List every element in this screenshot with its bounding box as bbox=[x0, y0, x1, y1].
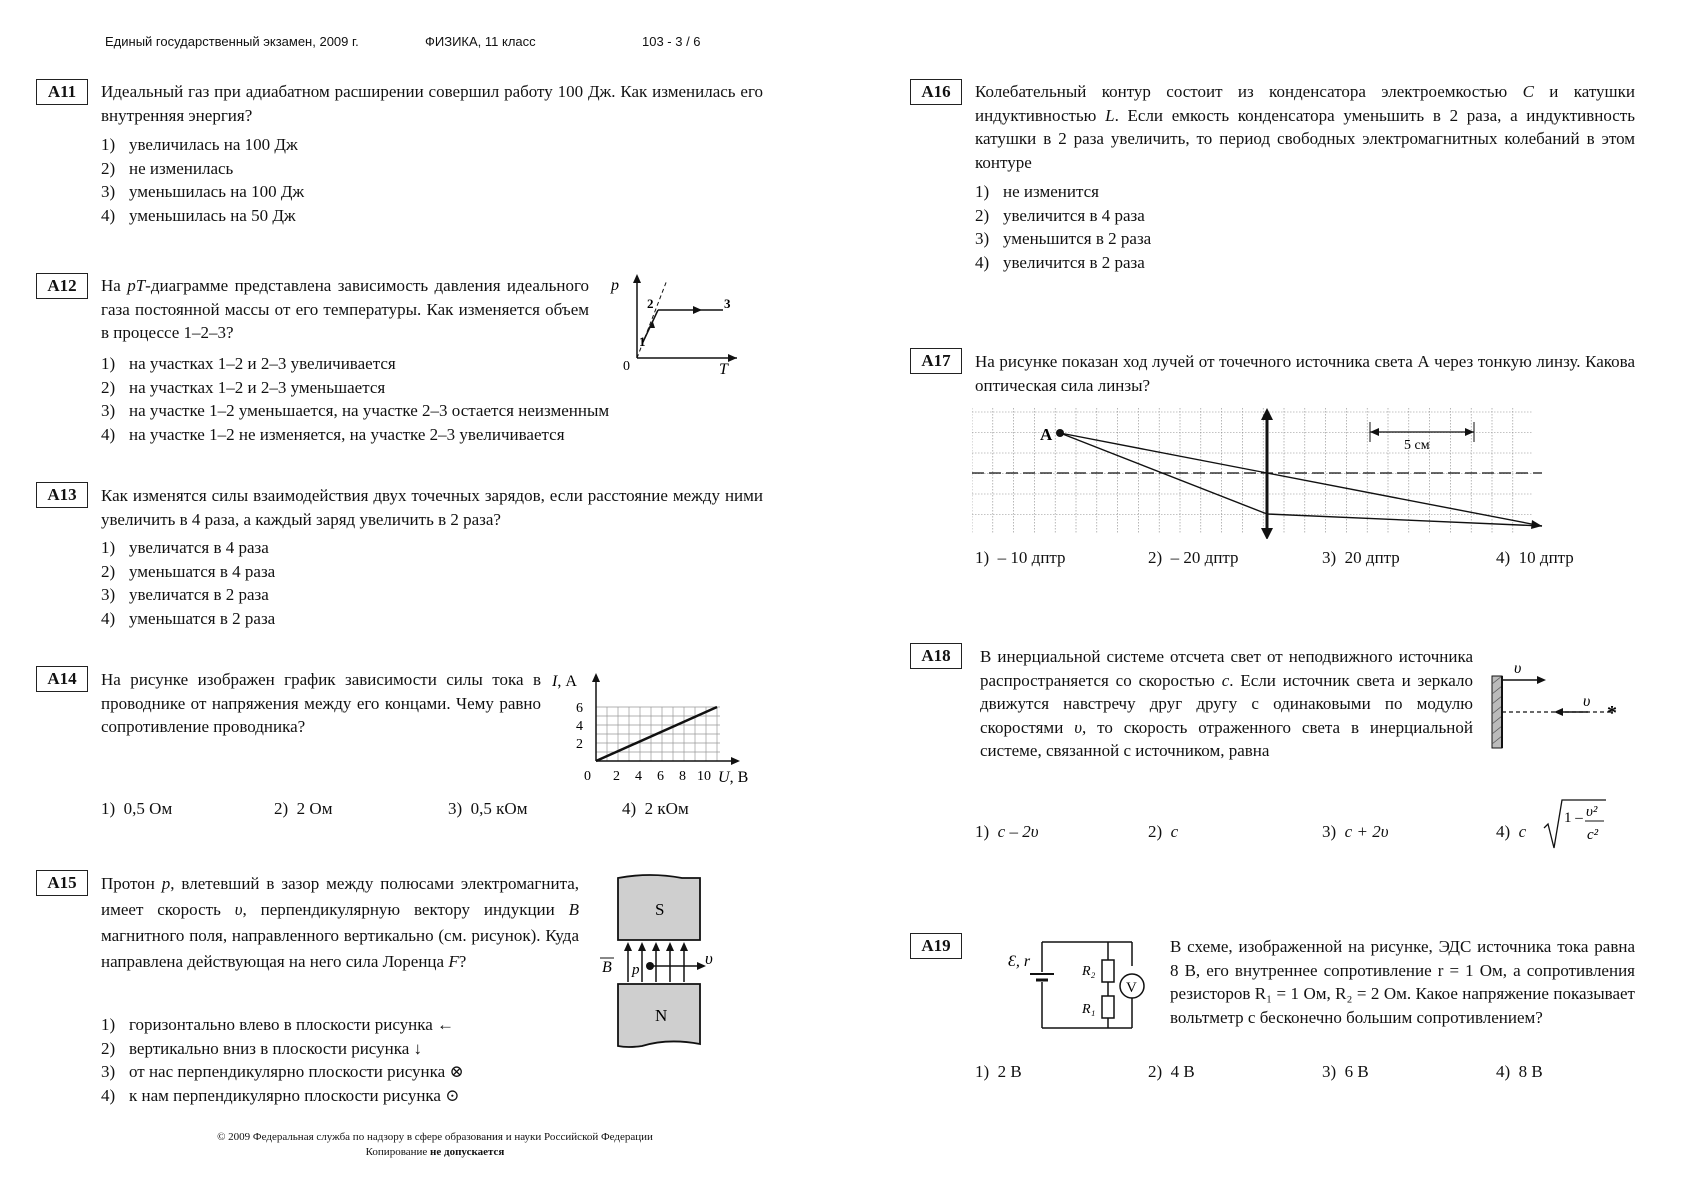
tick-label: 8 bbox=[679, 769, 686, 784]
option[interactable]: 3) c + 2υ bbox=[1322, 822, 1389, 841]
option[interactable]: 3) 20 дптр bbox=[1322, 548, 1400, 567]
option[interactable]: 2) 2 Ом bbox=[274, 799, 333, 818]
question-text: На рисунке показан ход лучей от точечного источника света А через тонкую линзу. Какова оптическая сила линзы? bbox=[975, 352, 1635, 395]
option[interactable]: 4) c bbox=[1496, 822, 1527, 841]
voltmeter-label: V bbox=[1126, 980, 1137, 996]
tick-label: 2 bbox=[613, 769, 620, 784]
axis-label: U, В bbox=[718, 769, 749, 786]
subject-title: ФИЗИКА, 11 класс bbox=[425, 34, 536, 49]
option[interactable]: 1) 2 В bbox=[975, 1062, 1022, 1081]
option[interactable]: 3) 6 В bbox=[1322, 1062, 1369, 1081]
option[interactable]: 4) 8 В bbox=[1496, 1062, 1543, 1081]
resistor-label: R₁ bbox=[1082, 1002, 1096, 1017]
answer-options bbox=[101, 352, 609, 446]
mirror-figure bbox=[1488, 660, 1638, 755]
pt-diagram bbox=[605, 270, 745, 380]
question-text: На pT-диаграмме представлена зависимость давления идеального газа постоянной массы от его температуры. Как изменяется объем в процессе 1–2–3? bbox=[101, 276, 590, 342]
particle-label: p bbox=[632, 962, 640, 978]
question-text: Протон p, влетевший в зазор между полюсами электромагнита, имеет скорость υ, перпендикулярную вектору индукции B магнитного поля, направленного вертикально (см. рисунок). Куда направлена действующая на него сила Лоренца F? bbox=[101, 874, 580, 971]
option[interactable]: 4) увеличится в 2 раза bbox=[975, 252, 1145, 272]
question-text: На рисунке изображен график зависимости силы тока в проводнике от напряжения между его концами. Чему равно сопротивление проводника? bbox=[101, 670, 541, 736]
question-number: A12 bbox=[36, 273, 88, 299]
question-text: В инерциальной системе отсчета свет от неподвижного источника распространяется со скоростью c. Если источник света и зеркало движутся навстречу друг другу с одинаковыми по модулю скоростями υ, то скорость отраженного света в инерциальной системе, связанной с источником, равна bbox=[980, 647, 1473, 760]
option[interactable]: 2) увеличится в 4 раза bbox=[975, 205, 1145, 225]
option[interactable]: 4) на участке 1–2 не изменяется, на участке 2–3 увеличивается bbox=[101, 424, 565, 444]
copyright: © 2009 Федеральная служба по надзору в сфере образования и науки Российской Федерации Копирование не допускается bbox=[217, 1131, 653, 1158]
option[interactable]: 4) уменьшатся в 2 раза bbox=[101, 608, 276, 628]
velocity-label: υ bbox=[1514, 660, 1522, 677]
axis-label: I, А bbox=[552, 673, 577, 690]
question-number: A11 bbox=[36, 79, 88, 105]
axis-label: T bbox=[719, 361, 728, 378]
source-star: * bbox=[1607, 702, 1617, 724]
question-text: В схеме, изображенной на рисунке, ЭДС источника тока равна 8 В, его внутреннее сопротивление r = 1 Ом, а сопротивления резисторов R₁ = 1 Ом, R₂ = 2 Ом. Какое напряжение показывает вольтметр с бесконечно большим сопротивлением? bbox=[1170, 937, 1635, 1027]
tick-label: 2 bbox=[576, 737, 583, 752]
option[interactable]: 1) c – 2υ bbox=[975, 822, 1039, 841]
option[interactable]: 3) уменьшится в 2 раза bbox=[975, 229, 1152, 248]
question-text: Колебательный контур состоит из конденсатора электроемкостью C и катушки индуктивностью L. Если емкость конденсатора уменьшить в 2 раза, а индуктивность катушки в 2 раза увеличить, то период свободных электромагнитных колебаний в этом контуре bbox=[975, 82, 1635, 172]
option[interactable]: 4) уменьшилась на 50 Дж bbox=[101, 205, 296, 225]
circuit-diagram bbox=[1000, 930, 1160, 1035]
option[interactable]: 1) горизонтально влево в плоскости рисунка ← bbox=[101, 1015, 455, 1034]
pole-label: N bbox=[655, 1006, 668, 1025]
option[interactable]: 3) увеличатся в 2 раза bbox=[101, 585, 269, 604]
question-number: A13 bbox=[36, 482, 88, 508]
option[interactable]: 2) на участках 1–2 и 2–3 уменьшается bbox=[101, 377, 386, 397]
option[interactable]: 3) на участке 1–2 уменьшается, на участке 2–3 остается неизменным bbox=[101, 401, 610, 420]
lens-figure bbox=[972, 404, 1547, 539]
svg-text:c²: c² bbox=[1587, 827, 1599, 843]
resistor-label: R₂ bbox=[1082, 964, 1096, 979]
tick-label: 6 bbox=[657, 769, 664, 784]
iu-graph bbox=[550, 664, 765, 792]
option[interactable]: 3) от нас перпендикулярно плоскости рисунка ⊗ bbox=[101, 1062, 464, 1081]
question-number: A18 bbox=[910, 643, 962, 669]
relativistic-formula bbox=[1540, 794, 1610, 854]
option[interactable]: 1) не изменится bbox=[975, 182, 1099, 201]
vector-label: B bbox=[602, 959, 612, 976]
question-number: A16 bbox=[910, 79, 962, 105]
option[interactable]: 2) уменьшатся в 4 раза bbox=[101, 561, 276, 581]
axis-label: p bbox=[611, 277, 619, 294]
question-number: A19 bbox=[910, 933, 962, 959]
origin-label: 0 bbox=[584, 769, 591, 784]
point-label: 3 bbox=[724, 296, 731, 311]
velocity-label: υ bbox=[1583, 693, 1591, 710]
exam-title: Единый государственный экзамен, 2009 г. bbox=[105, 34, 359, 49]
question-text: Идеальный газ при адиабатном расширении совершил работу 100 Дж. Как изменилась его внутренняя энергия? bbox=[101, 82, 763, 125]
electromagnet-figure bbox=[598, 874, 728, 1049]
question-number: A15 bbox=[36, 870, 88, 896]
question-number: A17 bbox=[910, 348, 962, 374]
source-label: А bbox=[1040, 425, 1053, 444]
answer-options bbox=[975, 180, 1151, 274]
option[interactable]: 1) на участках 1–2 и 2–3 увеличивается bbox=[101, 354, 396, 373]
option[interactable]: 2) c bbox=[1148, 822, 1179, 841]
option[interactable]: 1) увеличатся в 4 раза bbox=[101, 538, 269, 557]
question-text: Как изменятся силы взаимодействия двух точечных зарядов, если расстояние между ними увеличить в 4 раза, а каждый заряд увеличить в 2 раза? bbox=[101, 486, 763, 529]
option[interactable]: 4) к нам перпендикулярно плоскости рисунка ⊙ bbox=[101, 1085, 460, 1105]
option[interactable]: 2) не изменилась bbox=[101, 158, 234, 178]
svg-text:υ²: υ² bbox=[1586, 804, 1598, 820]
tick-label: 4 bbox=[635, 769, 642, 784]
point-label: 2 bbox=[647, 296, 654, 311]
page-number: 103 - 3 / 6 bbox=[642, 34, 701, 49]
svg-text:1 –: 1 – bbox=[1564, 810, 1583, 826]
answer-options bbox=[101, 1013, 464, 1107]
option[interactable]: 2) – 20 дптр bbox=[1148, 548, 1239, 567]
answer-options bbox=[101, 133, 304, 227]
pole-label: S bbox=[655, 900, 665, 919]
origin-label: 0 bbox=[623, 359, 630, 374]
tick-label: 6 bbox=[576, 701, 583, 716]
emf-label: Ɛ, r bbox=[1008, 953, 1031, 970]
vector-label: υ bbox=[705, 949, 713, 968]
point-label: 1 bbox=[639, 334, 646, 349]
option[interactable]: 1) 0,5 Ом bbox=[101, 799, 173, 818]
answer-options bbox=[101, 536, 275, 630]
option[interactable]: 3) 0,5 кОм bbox=[448, 799, 528, 818]
scale-label: 5 см bbox=[1404, 438, 1430, 453]
option[interactable]: 1) увеличилась на 100 Дж bbox=[101, 135, 298, 154]
option[interactable]: 4) 2 кОм bbox=[622, 799, 689, 818]
tick-label: 10 bbox=[697, 769, 711, 784]
option[interactable]: 1) – 10 дптр bbox=[975, 548, 1066, 567]
question-number: A14 bbox=[36, 666, 88, 692]
tick-label: 4 bbox=[576, 719, 583, 734]
option[interactable]: 3) уменьшилась на 100 Дж bbox=[101, 182, 305, 201]
option[interactable]: 2) вертикально вниз в плоскости рисунка ↓ bbox=[101, 1038, 423, 1058]
option[interactable]: 2) 4 В bbox=[1148, 1062, 1195, 1081]
option[interactable]: 4) 10 дптр bbox=[1496, 548, 1574, 567]
